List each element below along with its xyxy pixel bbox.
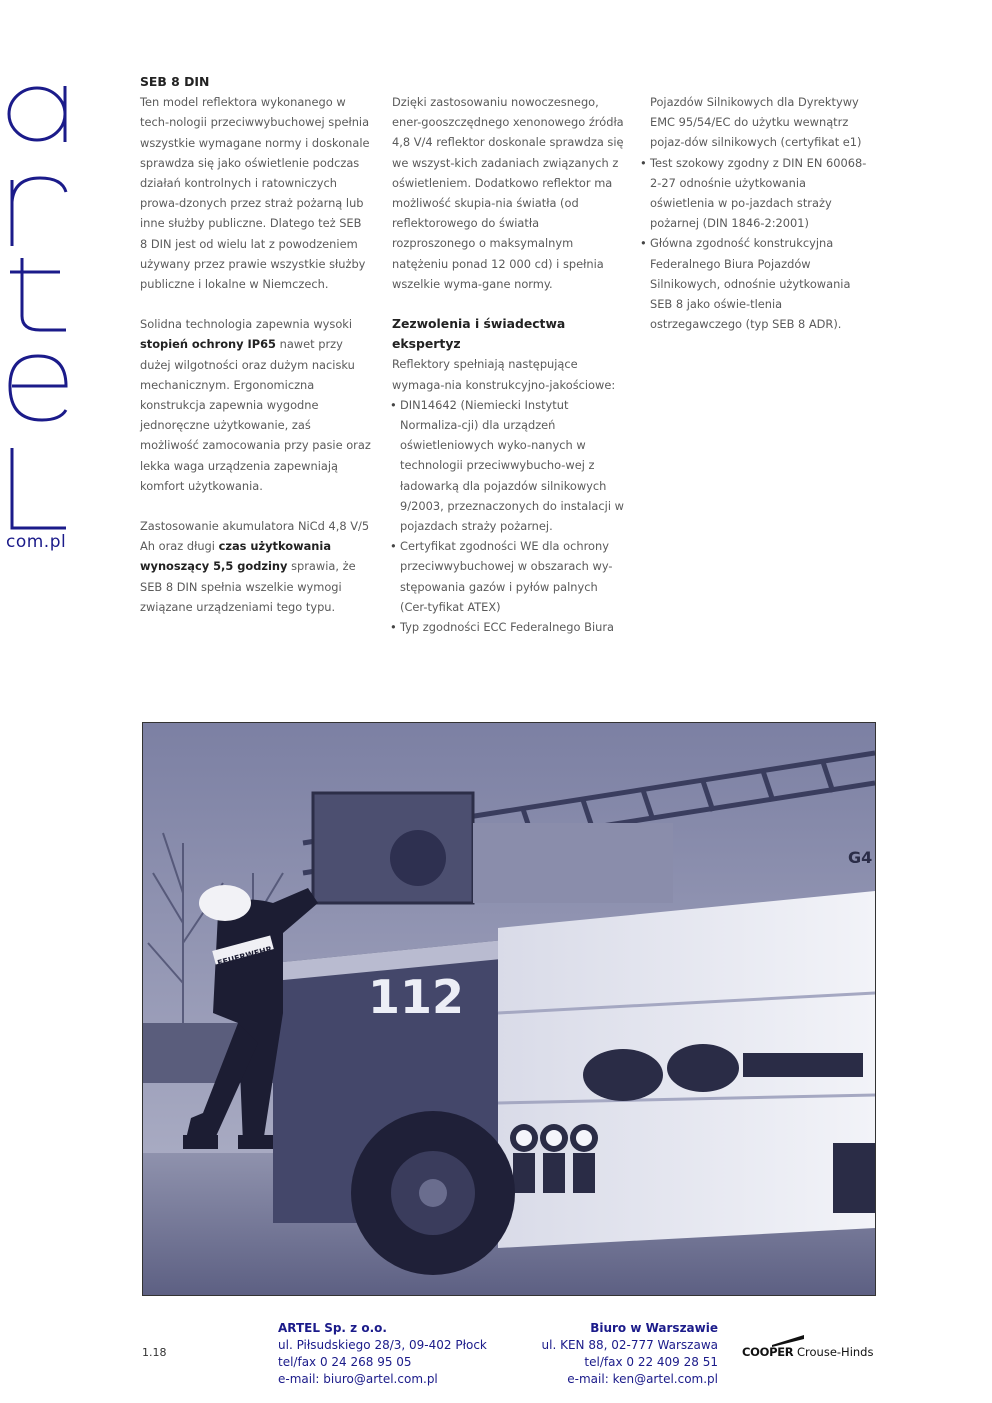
jacket-label: FEUERWEHR xyxy=(216,944,274,968)
paragraph-xenon: Dzięki zastosowaniu nowoczesnego, ener-gooszczędnego xenonowego źródła 4,8 V/4 reflektor doskonale sprawdza się we wszyst-kich zadaniach związanych z oświetleniem. Dodatkowo reflektor ma możliwość skupia-nia światła (od reflektorowego do światła rozproszonego o maksymalnym natężeniu ponad 12 000 cd) i spełnia wszelkie wyma-gane normy. xyxy=(392,95,624,291)
locker-label: G4 xyxy=(848,848,873,867)
text-span: Zastosowanie akumulatora NiCd 4,8 V/5 Ah oraz długi xyxy=(140,519,370,554)
footer-warsaw-office xyxy=(520,1320,718,1388)
cooper-crouse-hinds-logo xyxy=(742,1336,876,1362)
footer-headquarters xyxy=(278,1320,487,1388)
fire-truck-illustration xyxy=(143,723,875,1295)
approvals-list-continued xyxy=(642,153,874,335)
text-span: Solidna technologia zapewnia wysoki xyxy=(140,317,353,332)
logo-domain: com.pl xyxy=(6,532,67,552)
hq-address: ul. Piłsudskiego 28/3, 09-402 Płock xyxy=(278,1338,487,1352)
artel-logo xyxy=(0,68,80,558)
list-item: • Test szokowy zgodny z DIN EN 60068-2-27 odnośnie użytkowania oświetlenia w po-jazdach straży pożarnej (DIN 1846-2:2001) xyxy=(642,153,874,234)
hq-title: ARTEL Sp. z o.o. xyxy=(278,1321,387,1335)
approvals-list xyxy=(392,395,624,637)
paragraph-intro: Ten model reflektora wykonanego w tech-nologii przeciwwybuchowej spełnia wszystkie wymagane normy i doskonale sprawdza się jako oświetlenie podczas działań kontrolnych i ratowniczych prowa-dzonych przez straż pożarną lub inne służby publiczne. Dlatego też SEB 8 DIN jest od wielu lat z powodzeniem używany przez prawie wszystkie służby publiczne i lokalne w Niemczech. xyxy=(140,95,370,292)
warsaw-email[interactable]: e-mail: ken@artel.com.pl xyxy=(567,1372,718,1386)
list-item: • Typ zgodności ECC Federalnego Biura xyxy=(392,617,624,637)
emphasis-runtime: czas użytkowania wynoszący 5,5 godziny xyxy=(140,539,332,574)
emphasis-ip65: stopień ochrony IP65 xyxy=(140,337,276,352)
hq-email[interactable]: e-mail: biuro@artel.com.pl xyxy=(278,1372,438,1386)
approvals-intro: Reflektory spełniają następujące wymaga-nia konstrukcyjno-jakościowe: xyxy=(392,357,616,392)
cooper-brand: COOPER xyxy=(742,1345,794,1359)
truck-number: 112 xyxy=(368,970,465,1024)
fire-truck-photo xyxy=(142,722,876,1296)
text-column-1 xyxy=(140,72,372,637)
text-span: sprawia, że SEB 8 DIN spełnia wszelkie wymogi związane urządzeniami tego typu. xyxy=(140,559,356,614)
list-item: • DIN14642 (Niemiecki Instytut Normaliza-cji) dla urządzeń oświetleniowych wyko-nanych w technologii przeciwwybucho-wej z ładowarką dla pojazdów silnikowych 9/2003, przeznaczonych do instalacji w pojazdach straży pożarnej. xyxy=(392,395,624,536)
text-column-3 xyxy=(642,92,874,334)
product-title: SEB 8 DIN xyxy=(140,74,210,89)
list-item: • Główna zgodność konstrukcyjna Federalnego Biura Pojazdów Silnikowych, odnośnie użytkowania SEB 8 jako oświe-tlenia ostrzegawczego (typ SEB 8 ADR). xyxy=(642,233,874,334)
crouse-hinds-text: Crouse-Hinds xyxy=(793,1345,874,1359)
warsaw-title: Biuro w Warszawie xyxy=(590,1321,718,1335)
cooper-wordmark xyxy=(742,1345,873,1359)
section-heading-approvals: Zezwolenia i świadectwa ekspertyz xyxy=(392,316,566,352)
list-item-continuation: Pojazdów Silnikowych dla Dyrektywy EMC 95/54/EC do użytku wewnątrz pojaz-dów silnikowych (certyfikat e1) xyxy=(650,95,862,150)
list-item: • Certyfikat zgodności WE dla ochrony przeciwwybuchowej w obszarach wy-stępowania gazów i pyłów palnych (Cer-tyfikat ATEX) xyxy=(392,536,624,617)
warsaw-address: ul. KEN 88, 02-777 Warszawa xyxy=(541,1338,718,1352)
artel-logo-graphic xyxy=(0,68,80,538)
hq-phone: tel/fax 0 24 268 95 05 xyxy=(278,1355,412,1369)
warsaw-phone: tel/fax 0 22 409 28 51 xyxy=(584,1355,718,1369)
text-column-2 xyxy=(392,92,624,637)
paragraph-protection xyxy=(140,314,372,496)
page-number: 1.18 xyxy=(142,1346,167,1359)
paragraph-battery xyxy=(140,516,372,617)
text-span: nawet przy dużej wilgotności oraz dużym nacisku mechanicznym. Ergonomiczna konstrukcja zapewnia wygodne jednoręczne użytkowanie, zaś możliwość zamocowania przy pasie oraz lekka waga urządzenia zapewniają komfort użytkowania. xyxy=(140,337,371,493)
